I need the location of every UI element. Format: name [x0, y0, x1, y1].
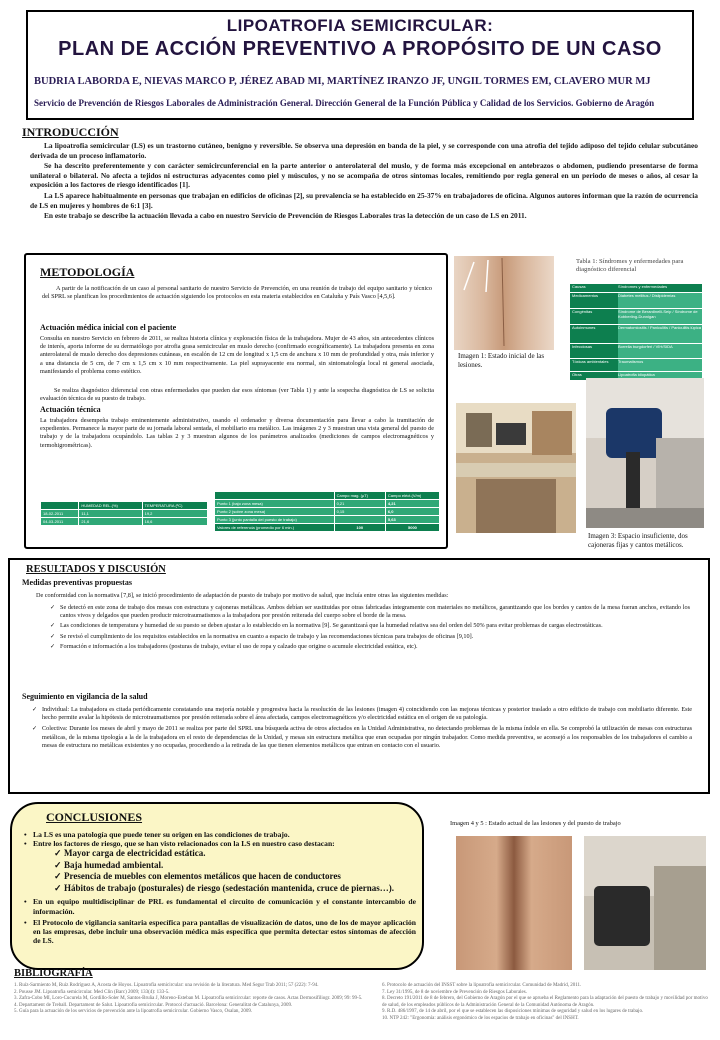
- conclusion-bullet: • El Protocolo de vigilancia sanitaria específica para pantallas de visualización de datos, uno de los de mayor aplicación en las empresas, debe incluir una observación médica más específica que permita detectar estos síntomas de afección de LS.: [24, 917, 416, 946]
- table3-header: [215, 492, 335, 500]
- conclusion-bullet: • En un equipo multidisciplinar de PRL es fundamental el circuito de comunicación y el constante intercambio de información.: [24, 897, 416, 916]
- tabla1-cause: Infecciosas: [570, 344, 618, 358]
- table3-cell: Punto 1 (bajo zona mesa): [215, 500, 335, 508]
- tabla1-row: [570, 343, 702, 358]
- lesion-initial-photo: [454, 256, 554, 350]
- affiliation: Servicio de Prevención de Riesgos Laborales de Administración General. Dirección General de la Función Pública y Calidad de los Servicios. Gobierno de Aragón: [34, 98, 655, 108]
- metodologia-p3: La trabajadora desempeña trabajo eminentemente administrativo, usando el ordenador y diversa documentación para llevar a cabo la tramitación de expedientes. Permanece la mayor parte de su jornada laboral sentada, el mobiliario era metálico. Las imágenes 2 y 3 muestran una vista general del puesto de trabajo y de la trabajadora ocupándolo. Las tablas 2 y 3 muestran algunos de los parámetros analizados (mediciones de campos electromagnéticos y termohigrométricas).: [40, 417, 434, 449]
- tabla1-row: [570, 292, 702, 308]
- metodologia-p1: Consulta en nuestro Servicio en febrero de 2011, se realiza historia clínica y exploración física de la trabajadora. Mujer de 43 años, sin antecedentes clínicos de interés, aporta informe de su dermatólogo por atrofia grasa semicircular en muslo derecho (confirmado ecográficamente). La trabajadora presenta en zona anterolateral de muslo derecho dos depresiones cutáneas, en escalón de 12 cm de longitud x 1,5 cm de anchura x 10 mm de profundidad y otra, más inferior y a una distancia de 5 cm, de 7 cm x 1,5 cm x 10 mm respectivamente. La piel suprayacente era normal, sin sintomatología local ni general asociada, manifestando el problema como estético.: [40, 335, 434, 375]
- resultados-heading: RESULTADOS Y DISCUSIÓN: [26, 564, 166, 575]
- intro-paragraph-3: La LS aparece habitualmente en personas que trabajan en edificios de oficinas [2], su prevalencia se ha establecido en 25-37% en trabajadores de oficina. Algunos autores informan que la razón de ocurrencia de LS en mujeres y hombres de 6:1 [3].: [30, 190, 698, 210]
- metodologia-p2: Se realiza diagnóstico diferencial con otras enfermedades que pueden dar esos síntomas (ver Tabla 1) y ante la sospecha diagnóstica de LS se solicita evaluación técnica de su puesto de trabajo.: [40, 387, 434, 403]
- medida-item: ✓ Las condiciones de temperatura y humedad de su puesto se deben ajustar a lo establecido en la normativa [9]. Se garantizará que la humedad relativa sea del orden del 50% para evitar problemas de cargas electrostáticas.: [50, 622, 690, 630]
- table2-header: TEMPERATURA (ºC): [142, 502, 207, 510]
- table2-cell: 04-03-2011: [41, 518, 79, 526]
- bibliografia-right: [382, 983, 708, 1022]
- image3-caption: Imagen 3: Espacio insuficiente, dos cajoneras fijas y cantos metálicos.: [588, 532, 688, 549]
- medidas-list: [50, 604, 690, 651]
- reference-item: 5. Guía para la actuación de los servicios de prevención ante la lipoatrofia semicircular. Gobierno Vasco, Osalan, 2009.: [14, 1009, 253, 1014]
- metodologia-section: [24, 253, 448, 549]
- table2-header: HUMEDAD REL.(%): [79, 502, 142, 510]
- risk-factor: ✓ Mayor carga de electricidad estática.: [54, 848, 416, 860]
- table2-header: [41, 502, 79, 510]
- table2-cell: 11,1: [79, 510, 142, 518]
- metodologia-intro: A partir de la notificación de un caso al personal sanitario de nuestro Servicio de Prevención, en una reunión de trabajo del equipo sanitario y técnico del SPRL se planifican los procedimientos de actuación siguiendo los protocolos en esta materia establecidos en Cataluña y País Vasco [4,5,6].: [42, 285, 432, 301]
- image45-caption: Imagen 4 y 5 : Estado actual de las lesiones y del puesto de trabajo: [450, 820, 621, 827]
- title-line-1: LIPOATROFIA SEMICIRCULAR:: [226, 16, 494, 35]
- conclusion-text: Entre los factores de riesgo, que se han visto relacionados con la LS en nuestro caso destacan:: [33, 839, 335, 849]
- risk-factor-list: [54, 848, 416, 894]
- risk-factor: ✓ Hábitos de trabajo (posturales) de riesgo (sedestación mantenida, cruce de piernas…).: [54, 883, 416, 895]
- reference-item: 8. Decreto 191/2011 de 8 de febrero, del Gobierno de Aragón por el que se aprueba el Reglamento para la adaptación del puesto de trabajo y movilidad por motivo de salud, de los empleados públicos de la Administración General de la Comunidad Autónoma de Aragón.: [382, 996, 708, 1008]
- lesion-current-photo: [456, 836, 572, 970]
- tabla1-header-row: [570, 284, 702, 292]
- conclusion-bullet: • La LS es una patología que puede tener su origen en las condiciones de trabajo.: [24, 830, 290, 839]
- table3-cell: Punto 2 (sobre zona mesa): [215, 508, 335, 516]
- intro-body: [30, 141, 698, 221]
- tabla1-disease: Síndrome de Berardinelli-Seip / Síndrome de Kobberling-Dunnigan: [618, 309, 702, 324]
- tabla1-disease: Lipoatrofia idiopática: [618, 372, 702, 380]
- conclusion-bullet: • Entre los factores de riesgo, que se han visto relacionados con la LS en nuestro caso destacan:: [24, 839, 335, 849]
- table-2: [40, 501, 208, 526]
- resultados-sub1: Medidas preventivas propuestas: [22, 578, 132, 587]
- bibliografia-heading: BIBLIOGRAFÍA: [14, 968, 93, 979]
- table3-cell: 5,63: [385, 516, 439, 524]
- tabla1-disease: Dermatomiositis / Paniculitis / Paniculitis lúpica: [618, 325, 702, 343]
- resultados-intro: De conformidad con la normativa [7,8], se inició procedimiento de adaptación de puesto de trabajo por motivo de salud, que incluía entre otras las siguientes medidas:: [36, 592, 449, 599]
- metodologia-heading: METODOLOGÍA: [40, 265, 135, 279]
- tabla1-disease: Borrelia burgdorferi / VIH/SIDA: [618, 344, 702, 358]
- risk-factor: ✓ Baja humedad ambiental.: [54, 860, 416, 872]
- table3-cell: 0,21: [334, 500, 385, 508]
- poster-header: [26, 10, 694, 120]
- tabla1-disease: Diabetes mellitus / Dislipidemias: [618, 293, 702, 308]
- reference-item: 1. Ruíz-Sarmiento M, Ruíz Rodríguez A, Acosta de Hoyos. Lipoatrofia semicircular: una revisión de la literatura. Med Segur Trab 2011; 57 (222): 7-94.: [14, 983, 319, 988]
- tabla1-row: [570, 308, 702, 324]
- table2-cell: 16,6: [142, 518, 207, 526]
- seguimiento-colectiva: ✓ Colectiva: Durante los meses de abril y mayo de 2011 se realiza por parte del SPRL una búsqueda activa de otros afectados en la Unidad Administrativa, no detectando problemas de la misma índole en ella. Se comprobó la utilización de mesas con estructuras metálicas, de la misma tipología a la de la trabajadora en el resto de dependencias de la Unidad, y mesas sin estructura metálica que eran ocupadas por ningún trabajador. Como medida preventiva, se aconsejó a los responsables de los trabajadores el cambio a mesas de estructura no metálicas existentes y no ocupadas, procediendo a la retirada de las que tienen elementos metálicos que entran en contacto con el usuario.: [32, 725, 692, 750]
- resultados-sub2: Seguimiento en vigilancia de la salud: [22, 692, 148, 701]
- tabla1-cause: Congénitas: [570, 309, 618, 324]
- table3-cell: 100: [334, 524, 385, 532]
- conclusion-text: En un equipo multidisciplinar de PRL es fundamental el circuito de comunicación y el constante intercambio de información.: [33, 897, 416, 916]
- reference-item: 3. Zafra-Cobo MI, Loro-Cucurela M, Gordillo-Soler M, Santos-Bruña J, Moreno-Esteban M. Lipoatrofia semicircular: reporte de casos. Actas Dermosifiliogr. 2009; 99: 99-5.: [14, 996, 363, 1001]
- reference-item: 9. R.D. 486/1997, de 14 de abril, por el que se establecen las disposiciones mínimas de seguridad y salud en los lugares de trabajo.: [382, 1009, 644, 1014]
- arrow-icon: [454, 256, 554, 350]
- tabla1-cause: Tóxicas ambientales: [570, 359, 618, 371]
- reference-item: 4. Departament de Treball. Departament de Salut. Lipoatrofia semicircular. Protocol d'actuació. Barcelona: Generalitat de Catalunya, 2009.: [14, 1002, 293, 1008]
- tabla1-row: [570, 324, 702, 343]
- table2-cell: 19,2: [142, 510, 207, 518]
- tabla1-cause: Otras: [570, 372, 618, 380]
- tabla1-col1: Causas: [572, 284, 586, 289]
- table3-cell: [334, 516, 385, 524]
- table2-cell: 18-02-2011: [41, 510, 79, 518]
- risk-factor: ✓ Presencia de muebles con elementos metálicos que hacen de conductores: [54, 871, 416, 883]
- metodologia-sub2: Actuación técnica: [40, 405, 101, 414]
- table-3: [214, 491, 440, 532]
- table3-cell: Punto 3 (junto pantalla del puesto de trabajo): [215, 516, 335, 524]
- table3-cell: Valores de referencia (promedio por 6 min.): [215, 524, 335, 532]
- table3-cell: 4,21: [385, 500, 439, 508]
- bibliografia-left: [14, 983, 366, 1016]
- tabla1-title: Tabla 1: Síndromes y enfermedades para diagnóstico diferencial: [576, 258, 684, 273]
- table2-cell: 21,6: [79, 518, 142, 526]
- seguimiento-individual: ✓ Individual: La trabajadora es citada periódicamente constatando una mejoría notable y progresiva hacia la resolución de las lesiones (imagen 4) coincidiendo con las mejoras técnicas y posterior traslado a otro edificio de trabajo con mobiliario diferente. Este hecho permite avalar la hipótesis de microtraumatismos por presión reiterada sobre el área afectada, campos electromagnéticos y/o electricidad estática en el origen de su patología.: [32, 706, 692, 722]
- table3-cell: 0,15: [334, 508, 385, 516]
- reference-item: 6. Protocolo de actuación del INSST sobre la lipoatrofia semicircular. Comunidad de Madrid, 2011.: [382, 983, 582, 988]
- conclusiones-heading: CONCLUSIONES: [46, 810, 143, 824]
- tabla1-disease: Traumatismos: [618, 359, 702, 371]
- table3-header: Campo mag. (µT): [334, 492, 385, 500]
- intro-heading: INTRODUCCIÓN: [22, 125, 119, 139]
- tabla1-cause: Autoinmunes: [570, 325, 618, 343]
- intro-paragraph-4: En este trabajo se describe la actuación llevada a cabo en nuestro Servicio de Prevención de Riesgos Laborales tras la detección de un caso de LS en 2011.: [44, 211, 527, 221]
- medida-item: ✓ Se revisó el cumplimiento de los requisitos establecidos en la normativa en cuanto a espacio de trabajo y las recomendaciones técnicas para trabajos de oficinas [9,10].: [50, 633, 690, 641]
- table3-cell: 5000: [385, 524, 439, 532]
- conclusion-text: El Protocolo de vigilancia sanitaria específica para pantallas de visualización de datos, uno de los de mayor aplicación en las empresas, debe incluir una observación médica más específica que permita detectar estos síntomas de afección de LS.: [33, 917, 416, 946]
- reference-item: 7. Ley 31/1995, de 8 de noviembre de Prevención de Riesgos Laborales.: [382, 989, 527, 995]
- title-line-2: PLAN DE ACCIÓN PREVENTIVO A PROPÓSITO DE UN CASO: [58, 38, 662, 60]
- reference-item: 2. Pousse JM. Lipoatrofia semicircular. Med Clin (Barc) 2009; 133(4): 133-5.: [14, 989, 170, 995]
- workstation-photo: [586, 378, 704, 528]
- tabla1-cause: Medicamentos: [570, 293, 618, 308]
- intro-paragraph-1: La lipoatrofia semicircular (LS) es un trastorno cutáneo, benigno y reversible. Se observa una depresión en banda de la piel, y se corresponde con una atrofia del tejido adiposo del tejido celular subcutáneo derivada de un proceso inflamatorio.: [30, 141, 698, 160]
- table3-header: Campo eléct.(V/m): [385, 492, 439, 500]
- seguimiento-list: [32, 706, 692, 750]
- image1-caption: Imagen 1: Estado inicial de las lesiones.: [458, 352, 545, 369]
- tabla1: [570, 284, 702, 380]
- current-workstation-photo: [584, 836, 706, 970]
- tabla1-col2: Síndromes y enfermedades: [618, 284, 668, 289]
- metodologia-sub1: Actuación médica inicial con el paciente: [40, 323, 177, 332]
- conclusion-text: La LS es una patología que puede tener su origen en las condiciones de trabajo.: [33, 830, 290, 839]
- intro-paragraph-2: Se ha descrito preferentemente y con carácter semicircunferencial en la parte anterior o anterolateral del muslo, y de forma más excepcional en antebrazos o abdomen, pudiendo presentarse de forma unilateral o bilateral. No afecta a tejidos ni estructuras adyacentes como piel y músculos, y no se acompaña de otros síntomas locales, remitiendo por regla general en un periodo de meses o años, al cesar la exposición a los factores de riesgo identificados [1].: [30, 161, 698, 190]
- conclusiones-body: [24, 830, 416, 945]
- office-photo: [456, 403, 576, 533]
- conclusiones-section: [10, 802, 424, 970]
- resultados-section: [8, 558, 710, 794]
- reference-item: 10. NTP 242: "Ergonomía: análisis ergonómico de los espacios de trabajo en oficinas" del INSHT.: [382, 1015, 579, 1021]
- tabla1-row: [570, 358, 702, 371]
- medida-item: ✓ Se detectó en este zona de trabajo dos mesas con estructura y cajoneras metálicas. Ambos debían ser sustituidas por otras fabricadas íntegramente con materiales no metálicos, garantizando que los bordes y cantos de la mesa fueran anchos, evitando los cantos vivos y delgados que pueden producir microtraumatismos a la trabajadora por presión reiterada del cuerpo sobre el borde de la mesa.: [50, 604, 690, 620]
- authors: BUDRIA LABORDA E, NIEVAS MARCO P, JÉREZ ABAD MI, MARTÍNEZ IRANZO JF, UNGIL TORMES EM, CLAVERO MUR MJ: [34, 76, 651, 87]
- table3-cell: 6,0: [385, 508, 439, 516]
- medida-item: ✓ Formación e información a los trabajadores (posturas de trabajo, evitar el uso de ropa y calzado que origine o acumule electricidad estática, etc).: [50, 643, 690, 651]
